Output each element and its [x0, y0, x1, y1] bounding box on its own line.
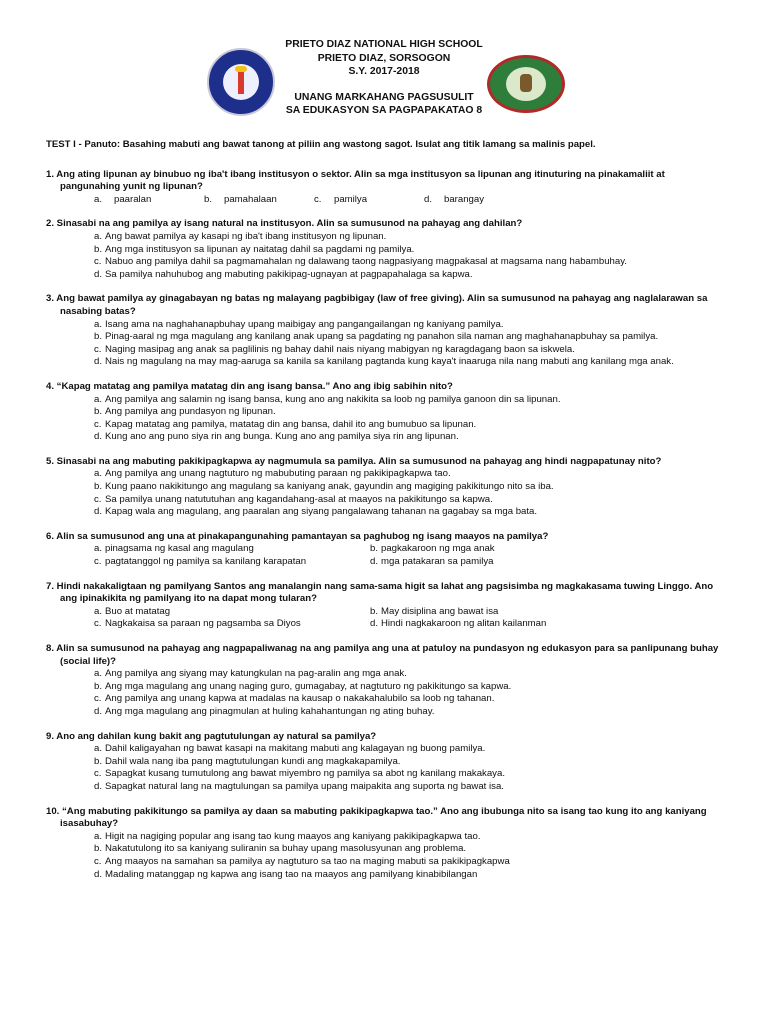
options: [94, 606, 726, 631]
option-d: d. Nais ng magulang na may mag-aaruga sa kanila sa kanilang pagtanda kung kaya't inaaruga nila nang mabuti ang kanilang mga anak.: [94, 356, 674, 368]
option-b: b. Kung paano nakikitungo ang magulang sa kaniyang anak, gayundin ang magiging pakikitungo nito sa iba.: [94, 481, 554, 493]
option-a: a. Ang pamilya ang siyang may katungkulan na pag-aralin ang mga anak.: [94, 668, 407, 680]
question-8: [46, 643, 726, 719]
option-c: c. Kapag matatag ang pamilya, matatag din ang bansa, dahil ito ang bumubuo sa lipunan.: [94, 418, 477, 430]
option-d: d. Hindi nagkakaroon ng alitan kailanman: [370, 618, 547, 630]
options: [94, 468, 726, 518]
option-a: a. Ang bawat pamilya ay kasapi ng iba't ibang institusyon ng lipunan.: [94, 230, 387, 242]
question-text: 1. Ang ating lipunan ay binubuo ng iba't ibang institusyon o sektor. Alin sa mga institusyon sa lipunan ang itinuturing na pinakamaliit at pangunahing yunit ng lipunan?: [46, 168, 665, 193]
option-c: c. Nabuo ang pamilya dahil sa pagmamahalan ng dalawang taong nagpasiyang magpakasal at magsama nang habambuhay.: [94, 256, 627, 268]
option-c: c. pamilya: [314, 193, 368, 205]
school-name: PRIETO DIAZ NATIONAL HIGH SCHOOL: [285, 39, 483, 50]
option-c: c. Ang pamilya ang unang kapwa at madalas na kausap o nakakahalubilo sa loob ng tahanan.: [94, 693, 495, 705]
options: [94, 831, 726, 881]
option-a: a. paaralan: [94, 193, 152, 205]
option-b: b. pamahalaan: [204, 193, 277, 205]
options: [94, 194, 726, 207]
question-5: [46, 456, 726, 519]
question-3: [46, 293, 726, 369]
question-2: [46, 218, 726, 281]
question-text: 5. Sinasabi na ang mabuting pakikipagkapwa ay nagmumula sa pamilya. Alin sa sumusunod na pahayag ang hindi nagpapatunay nito?: [46, 455, 662, 467]
option-b: b. Pinag-aaral ng mga magulang ang kanilang anak upang sa pagdating ng panahon sila naman ang maghahanapbuhay sa pamilya.: [94, 331, 659, 343]
question-text: 3. Ang bawat pamilya ay ginagabayan ng batas ng malayang pagbibigay (law of free giving). Alin sa sumusunod na pahayag ang naglalarawan sa nasabing batas?: [46, 293, 708, 317]
question-7: [46, 581, 726, 631]
option-a: a. Ang pamilya ang salamin ng isang bansa, kung ano ang nakikita sa loob ng pamilya ganoon din sa lipunan.: [94, 393, 561, 405]
options: [94, 394, 726, 444]
division-seal-logo: [487, 55, 565, 113]
deped-seal-logo: [207, 48, 275, 116]
option-a: a. Ang pamilya ang unang nagtuturo ng mabubuting paraan ng pakikipagkapwa tao.: [94, 468, 451, 480]
question-6: [46, 531, 726, 569]
exam-content: [46, 139, 726, 893]
option-b: b. Ang pamilya ang pundasyon ng lipunan.: [94, 406, 276, 418]
option-d: d. Kapag wala ang magulang, ang paaralan ang siyang pangalawang tahanan na gagabay sa mga bata.: [94, 506, 538, 518]
option-b: b. May disiplina ang bawat isa: [370, 605, 499, 617]
question-text: 8. Alin sa sumusunod na pahayag ang nagpapaliwanag na ang pamilya ang una at patuloy na pundasyon ng edukasyon para sa panlipunang buhay (social life)?: [46, 643, 719, 667]
option-a: a. pinagsama ng kasal ang magulang: [94, 543, 254, 555]
option-b: b. Nakatutulong ito sa kaniyang suliranin sa buhay upang masolusyunan ang problema.: [94, 843, 467, 855]
option-a: a. Buo at matatag: [94, 605, 171, 617]
exam-subject: SA EDUKASYON SA PAGPAPAKATAO 8: [285, 105, 483, 117]
option-d: d. barangay: [424, 193, 485, 205]
question-text: 9. Ano ang dahilan kung bakit ang pagtutulungan ay natural sa pamilya?: [46, 730, 377, 742]
option-a: a. Higit na nagiging popular ang isang tao kung maayos ang kaniyang pakikipagkapwa tao.: [94, 830, 481, 842]
question-text: 6. Alin sa sumusunod ang una at pinakapangunahing pamantayan sa paghubog ng isang maayos na pamilya?: [46, 530, 549, 542]
school-year: S.Y. 2017-2018: [348, 66, 420, 78]
option-d: d. Ang mga magulang ang pinagmulan at huling kahahantungan ng ating buhay.: [94, 705, 435, 717]
option-d: d. Sapagkat natural lang na magtulungan sa pamilya upang maipakita ang suporta ng bawat isa.: [94, 780, 504, 792]
option-c: c. Naging masipag ang anak sa paglilinis ng bahay dahil nais niyang mabigyan ng karagdagang baon sa iskwela.: [94, 343, 575, 355]
option-c: c. Sapagkat kusang tumutulong ang bawat miyembro ng pamilya sa abot ng kanilang makakaya.: [94, 768, 505, 780]
option-c: c. pagtatanggol ng pamilya sa kanilang karapatan: [94, 556, 307, 568]
options: [94, 743, 726, 793]
question-text: 7. Hindi nakakaligtaan ng pamilyang Santos ang manalangin nang sama-sama higit sa lahat ang pagsisimba ng magkakasama tuwing Linggo. Ano ang ipinakikita ng pamilyang ito na dapat mong tularan?: [46, 580, 714, 605]
question-text: 10. “Ang mabuting pakikitungo sa pamilya ay daan sa mabuting pakikipagkapwa tao.” Ano ang ibubunga nito sa isang tao kung ito ang kaniyang isasabuhay?: [46, 805, 707, 830]
options: [94, 668, 726, 718]
option-b: b. Ang mga institusyon sa lipunan ay naitatag dahil sa pagdami ng pamilya.: [94, 243, 415, 255]
options: [94, 543, 726, 568]
option-d: d. mga patakaran sa pamilya: [370, 556, 494, 568]
question-text: 4. “Kapag matatag ang pamilya matatag din ang isang bansa.” Ano ang ibig sabihin nito?: [46, 380, 453, 392]
question-9: [46, 731, 726, 794]
option-c: c. Nagkakaisa sa paraan ng pagsamba sa Diyos: [94, 618, 301, 630]
options: [94, 231, 726, 281]
test-instruction: TEST I - Panuto: Basahing mabuti ang bawat tanong at piliin ang wastong sagot. Isulat ang titik lamang sa malinis papel.: [46, 139, 596, 150]
option-a: a. Isang ama na naghahanapbuhay upang maibigay ang pangangailangan ng kaniyang pamilya.: [94, 318, 504, 330]
option-c: c. Ang maayos na samahan sa pamilya ay nagtuturo sa tao na maging mabuti sa pakikipagkapwa: [94, 855, 510, 867]
option-c: c. Sa pamilya unang natututuhan ang kagandahang-asal at maayos na pakikitungo sa kapwa.: [94, 493, 493, 505]
option-d: d. Madaling matanggap ng kapwa ang isang tao na maayos ang pamilyang kinabibilangan: [94, 868, 478, 880]
exam-title: UNANG MARKAHANG PAGSUSULIT: [294, 91, 474, 103]
question-text: 2. Sinasabi na ang pamilya ay isang natural na institusyon. Alin sa sumusunod na pahayag ang dahilan?: [46, 218, 523, 230]
option-d: d. Sa pamilya nahuhubog ang mabuting pakikipag-ugnayan at pagpapahalaga sa kapwa.: [94, 268, 473, 280]
question-1: [46, 169, 726, 207]
question-4: [46, 381, 726, 444]
option-b: b. pagkakaroon ng mga anak: [370, 543, 495, 555]
document-header: [0, 38, 768, 118]
option-a: a. Dahil kaligayahan ng bawat kasapi na makitang mabuti ang kalagayan ng buong pamilya.: [94, 743, 486, 755]
option-b: b. Dahil wala nang iba pang magtutulungan kundi ang magkakapamilya.: [94, 755, 401, 767]
question-10: [46, 806, 726, 882]
option-b: b. Ang mga magulang ang unang naging guro, gumagabay, at nagtuturo ng pakikitungo sa kapwa.: [94, 680, 512, 692]
school-address: PRIETO DIAZ, SORSOGON: [317, 52, 451, 64]
option-d: d. Kung ano ang puno siya rin ang bunga. Kung ano ang pamilya siya rin ang lipunan.: [94, 431, 459, 443]
options: [94, 319, 726, 369]
